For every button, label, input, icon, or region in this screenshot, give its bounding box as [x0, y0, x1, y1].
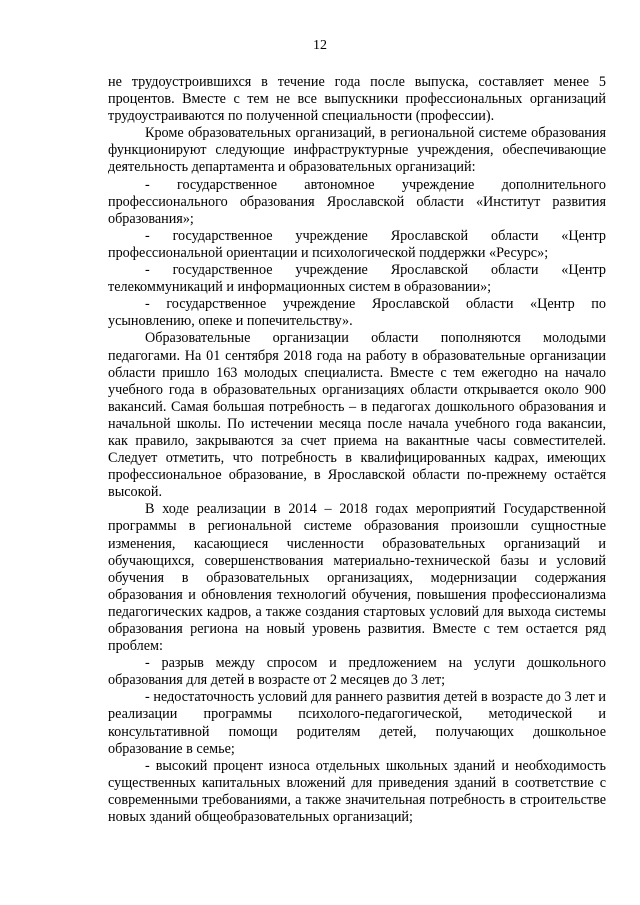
paragraph-infrastructure-intro: Кроме образовательных организаций, в региональной системе образования функционируют следующие инфраструктурные учреждения, обеспечивающие деятельность департамента и образовательных организаций: [108, 125, 606, 176]
paragraph-program-results: В ходе реализации в 2014 – 2018 годах мероприятий Государственной программы в региональной системе образования произошли сущностные изменения, касающиеся численности образовательных организаций и обучающихся, совершенствования материально-технической базы и условий обучения в образовательных организациях, модернизации содержания образования и обновления технологий обучения, повышения профессионализма педагогических кадров, а также создания стартовых условий для выхода системы образования региона на новый уровень развития. Вместе с тем остается ряд проблем: [108, 501, 606, 655]
paragraph-young-teachers: Образовательные организации области пополняются молодыми педагогами. На 01 сентября 2018 года на работу в образовательные организации области пришло 163 молодых специалиста. Вместе с тем ежегодно на начало учебного года в образовательных организациях области открывается около 900 вакансий. Самая большая потребность – в педагогах дошкольного образования и начальной школы. По истечении месяца после начала учебного года вакансии, как правило, закрываются за счет приема на вакантные часы совместителей. Следует отметить, что потребность в квалифицированных кадрах, имеющих профессиональное образование, в Ярославской области по-прежнему остаётся высокой. [108, 330, 606, 501]
list-item-institute: - государственное автономное учреждение дополнительного профессионального образования Ярославской области «Институт развития образования»; [108, 176, 606, 227]
list-item-telecom-center: - государственное учреждение Ярославской области «Центр телекоммуникаций и информационных систем в образовании»; [108, 262, 606, 296]
list-item-school-buildings: - высокий процент износа отдельных школьных зданий и необходимость существенных капитальных вложений для приведения зданий в соответствие с современными требованиями, а также значительная потребность в строительстве новых зданий общеобразовательных организаций; [108, 757, 606, 826]
list-item-resource-center: - государственное учреждение Ярославской области «Центр профессиональной ориентации и психологической поддержки «Ресурс»; [108, 227, 606, 261]
list-item-preschool-gap: - разрыв между спросом и предложением на услуги дошкольного образования для детей в возрасте от 2 месяцев до 3 лет; [108, 655, 606, 689]
paragraph-continuation: не трудоустроившихся в течение года после выпуска, составляет менее 5 процентов. Вместе с тем не все выпускники профессиональных организаций трудоустраиваются по полученной специальности (профессии). [108, 74, 606, 125]
document-body [108, 74, 606, 826]
list-item-adoption-center: - государственное учреждение Ярославской области «Центр по усыновлению, опеке и попечительству». [108, 296, 606, 330]
page-number: 12 [313, 38, 327, 53]
list-item-early-development: - недостаточность условий для раннего развития детей в возрасте до 3 лет и реализации программы психолого-педагогической, методической и консультативной помощи родителям детей, получающих дошкольное образование в семье; [108, 689, 606, 757]
